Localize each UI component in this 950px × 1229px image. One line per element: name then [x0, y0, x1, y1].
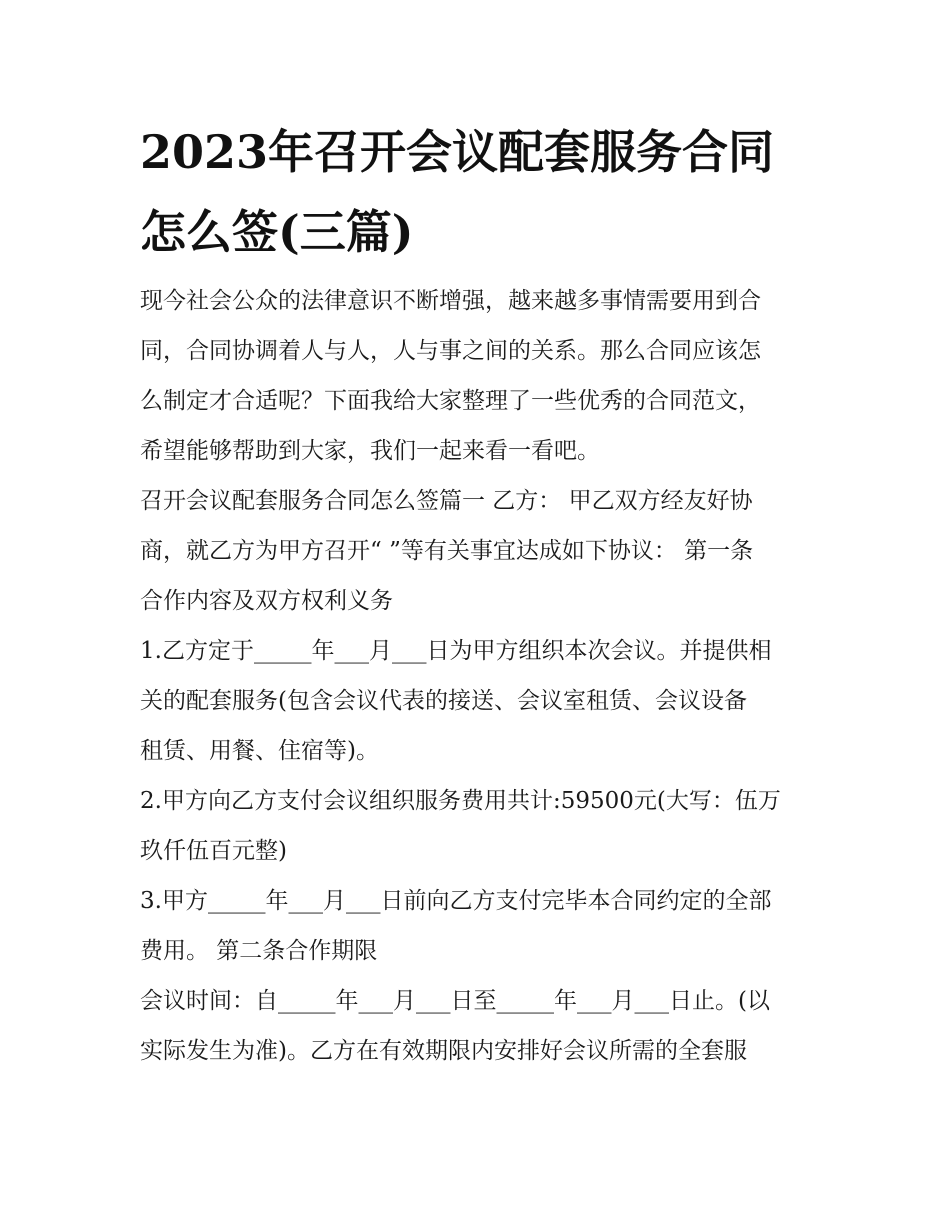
text-line: 实际发生为准)。乙方在有效期限内安排好会议所需的全套服	[140, 1038, 747, 1064]
title-line: 怎么签(三篇)	[140, 205, 414, 259]
clause-3-paragraph	[140, 876, 820, 976]
text-line: 1.乙方定于_____年___月___日为甲方组织本次会议。并提供相	[140, 638, 772, 664]
text-line: 合作内容及双方权利义务	[140, 588, 393, 614]
text-line: 费用。 第二条合作期限	[140, 938, 378, 964]
clause-1-paragraph	[140, 626, 820, 776]
intro-paragraph	[140, 276, 820, 476]
contract-header-paragraph	[140, 476, 820, 626]
text-line: 3.甲方_____年___月___日前向乙方支付完毕本合同约定的全部	[140, 888, 772, 914]
text-line: 租赁、用餐、住宿等)。	[140, 738, 379, 764]
text-line: 会议时间：自_____年___月___日至_____年___月___日止。(以	[140, 988, 770, 1014]
document-body	[140, 276, 820, 1076]
text-line: 玖仟伍百元整)	[140, 838, 287, 864]
text-line: 么制定才合适呢？下面我给大家整理了一些优秀的合同范文，	[140, 388, 761, 414]
text-line: 关的配套服务(包含会议代表的接送、会议室租赁、会议设备	[140, 688, 747, 714]
text-line: 希望能够帮助到大家，我们一起来看一看吧。	[140, 438, 600, 464]
text-line: 召开会议配套服务合同怎么签篇一 乙方： 甲乙双方经友好协	[140, 488, 753, 514]
text-line: 同，合同协调着人与人，人与事之间的关系。那么合同应该怎	[140, 338, 761, 364]
clause-2-paragraph	[140, 776, 820, 876]
meeting-time-paragraph	[140, 976, 820, 1076]
text-line: 现今社会公众的法律意识不断增强，越来越多事情需要用到合	[140, 288, 761, 314]
document-title	[140, 112, 820, 272]
text-line: 2.甲方向乙方支付会议组织服务费用共计:59500元(大写：伍万	[140, 788, 781, 814]
title-line: 2023年召开会议配套服务合同	[140, 125, 775, 179]
text-line: 商，就乙方为甲方召开“ ”等有关事宜达成如下协议： 第一条	[140, 538, 754, 564]
